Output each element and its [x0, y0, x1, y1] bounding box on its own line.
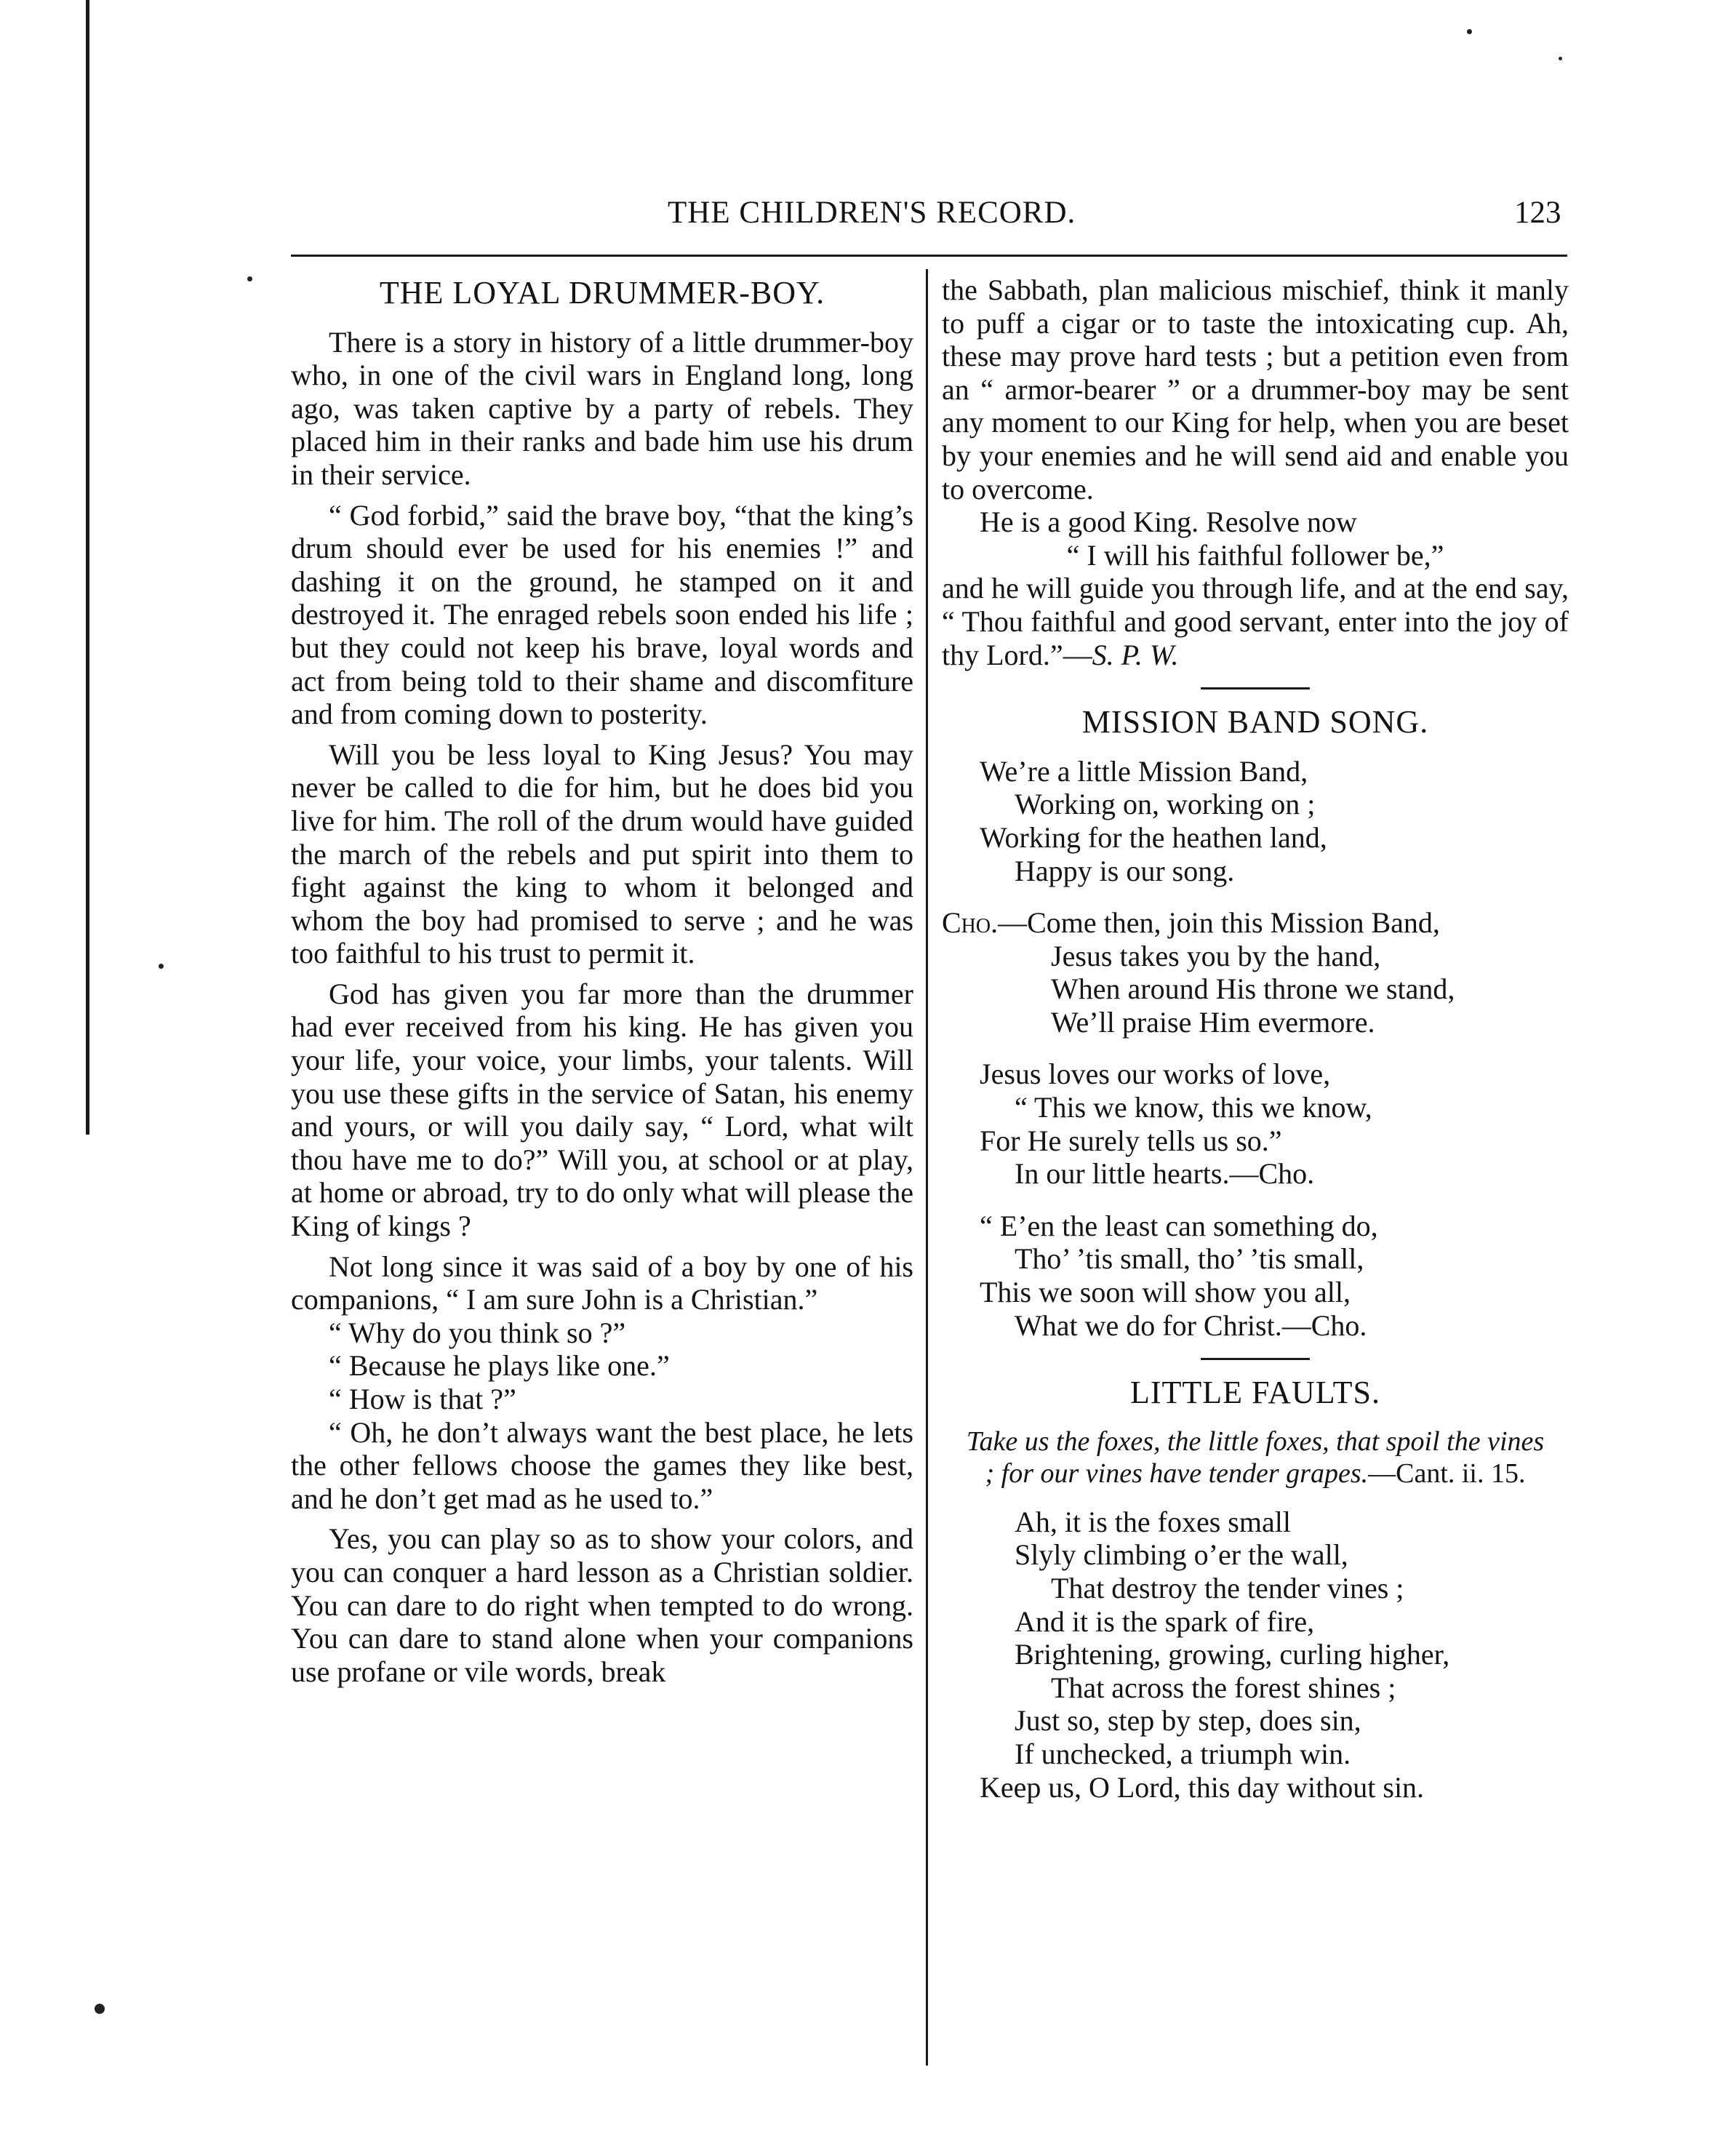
poem-line: Tho’ ’tis small, tho’ ’tis small,: [1015, 1242, 1364, 1276]
paragraph: [942, 572, 1569, 671]
poem-line: Working on, working on ;: [1015, 788, 1316, 821]
poem-line: That across the forest shines ;: [1051, 1671, 1396, 1704]
scan-speck: [1467, 29, 1472, 34]
poem-line: Jesus takes you by the hand,: [1051, 939, 1381, 972]
dialogue-line: “ Why do you think so ?”: [329, 1316, 626, 1349]
epigraph: [942, 1426, 1569, 1490]
poem-line: For He surely tells us so.”: [980, 1124, 1282, 1157]
poem-line: Working for the heathen land,: [980, 820, 1327, 854]
paragraph-continuation: the Sabbath, plan malicious mischief, think it manly to puff a cigar or to taste the intoxicating cup. Ah, these may prove hard tests ; but a petition even from an “ armor-bearer ” or a drummer-boy may be sent any moment to our King for help, when you are beset by your enemies and he will send aid and enable you to overcome.: [942, 273, 1569, 505]
closing-text: and he will guide you through life, and at the end say, “ Thou faithful and good servant, enter into the joy of thy Lord.”—: [942, 572, 1569, 671]
poem-line: What we do for Christ.—Cho.: [1015, 1308, 1367, 1342]
epigraph-reference: —Cant. ii. 15.: [1368, 1458, 1526, 1489]
scan-speck: [247, 276, 252, 281]
section-rule: [1201, 687, 1310, 689]
article-title-mission-band: MISSION BAND SONG.: [1081, 704, 1429, 740]
header-rule: [291, 255, 1567, 257]
dialogue-line: “ Because he plays like one.”: [329, 1349, 670, 1383]
poem-little-faults: [942, 1506, 1569, 1804]
poem-line: Keep us, O Lord, this day without sin.: [980, 1770, 1425, 1804]
right-column: [942, 273, 1569, 1804]
paragraph: “ God forbid,” said the brave boy, “that the king’s drum should ever be used for his enemies !” and dashing it on the ground, he stamped on it and destroyed it. The enraged rebels soon ended his life ; but they could not keep his brave, loyal words and act from being told to their shame and discomfiture and from coming down to posterity.: [291, 498, 913, 731]
poem-line: We’re a little Mission Band,: [980, 754, 1308, 788]
poem-line: Ah, it is the foxes small: [1015, 1505, 1291, 1538]
paragraph: Not long since it was said of a boy by one of his companions, “ I am sure John is a Christian.”: [291, 1250, 913, 1316]
poem-line: Happy is our song.: [1015, 854, 1235, 887]
poem-line: “ E’en the least can something do,: [980, 1209, 1378, 1242]
poem-line: Jesus loves our works of love,: [980, 1057, 1331, 1091]
chorus: [942, 906, 1569, 1039]
epigraph-text: Take us the foxes, the little foxes, that spoil the vines ; for our vines have tender grapes.: [966, 1426, 1545, 1489]
poem-mission-band: [942, 755, 1569, 1343]
poem-line: We’ll praise Him evermore.: [1051, 1005, 1375, 1039]
scan-speck: [95, 2004, 105, 2014]
article-title-drummer-boy: THE LOYAL DRUMMER-BOY.: [379, 275, 825, 311]
poem-line: That destroy the tender vines ;: [1051, 1572, 1404, 1604]
paragraph: Will you be less loyal to King Jesus? You may never be called to die for him, but he does bid you live for him. The roll of the drum would have guided the march of the rebels and put spirit into them to fight against the king to whom it belonged and whom the boy had promised to serve ; and he was too faithful to his trust to permit it.: [291, 737, 913, 970]
poem-line: In our little hearts.—Cho.: [1015, 1157, 1315, 1191]
stanza: [942, 755, 1569, 887]
running-header-title: THE CHILDREN'S RECORD.: [668, 196, 1076, 230]
poem-line: “ This we know, this we know,: [1015, 1091, 1372, 1124]
poem-line: And it is the spark of fire,: [1015, 1604, 1315, 1638]
stanza: [942, 1210, 1569, 1342]
poem-line: Slyly climbing o’er the wall,: [1015, 1538, 1348, 1572]
scan-speck: [159, 964, 164, 969]
poem-line: Brightening, growing, curling higher,: [1015, 1638, 1450, 1671]
scan-speck: [1559, 57, 1562, 60]
column-divider: [926, 269, 928, 2066]
left-column: [291, 273, 913, 1688]
chorus-text: —Come then, join this Mission Band,: [998, 906, 1440, 940]
poem-line: [942, 906, 1569, 940]
article-title-little-faults: LITTLE FAULTS.: [1130, 1375, 1380, 1411]
binding-edge-line: [86, 0, 89, 1135]
author-signature: S. P. W.: [1092, 638, 1179, 671]
paragraph: God has given you far more than the drummer had ever received from his king. He has given you your life, your voice, your limbs, your talents. Will you use these gifts in the service of Satan, his enemy and yours, or will you daily say, “ Lord, what wilt thou have me to do?” Will you, at school or at play, at home or abroad, try to do only what will please the King of kings ?: [291, 977, 913, 1243]
poem-line: This we soon will show you all,: [980, 1276, 1351, 1309]
paragraph: There is a story in history of a little drummer-boy who, in one of the civil wars in England long, long ago, was taken captive by a party of rebels. They placed him in their ranks and bade him use his drum in their service.: [291, 325, 913, 491]
quoted-line: “ I will his faithful follower be,”: [1066, 538, 1444, 572]
chorus-label: Cho.: [942, 906, 999, 940]
dialogue-line: “ How is that ?”: [329, 1383, 516, 1415]
section-rule: [1201, 1358, 1310, 1360]
page-number: 123: [1514, 196, 1561, 230]
stanza: [942, 1057, 1569, 1190]
poem-line: When around His throne we stand,: [1051, 972, 1455, 1006]
poem-line: Just so, step by step, does sin,: [1015, 1704, 1361, 1738]
paragraph: “ Oh, he don’t always want the best place, he lets the other fellows choose the games they like best, and he don’t get mad as he used to.”: [291, 1415, 913, 1515]
paragraph: He is a good King. Resolve now: [980, 505, 1357, 539]
paragraph: Yes, you can play so as to show your colors, and you can conquer a hard lesson as a Christian soldier. You can dare to do right when tempted to do wrong. You can dare to stand alone when your companions use profane or vile words, break: [291, 1522, 913, 1688]
poem-line: If unchecked, a triumph win.: [1015, 1737, 1351, 1770]
